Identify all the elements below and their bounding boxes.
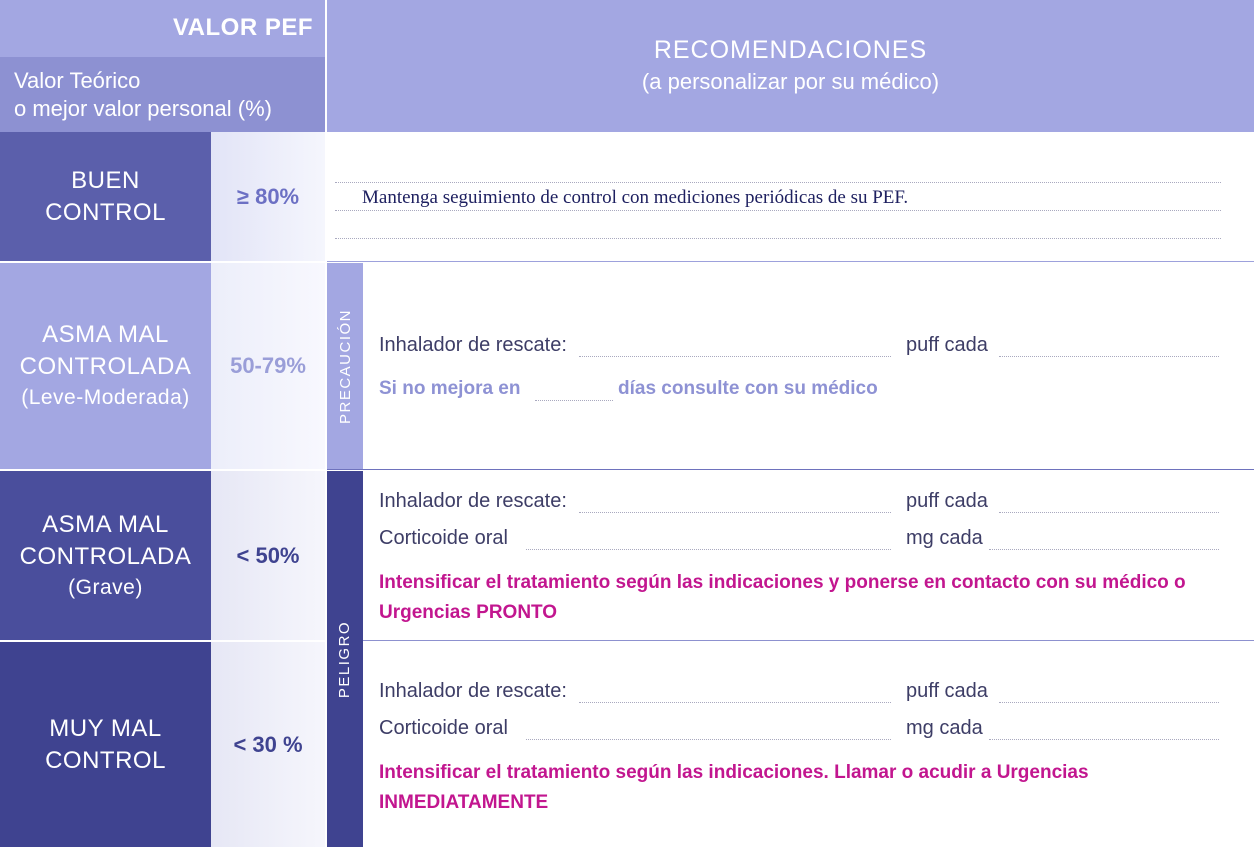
zone-grave-line2: CONTROLADA [19,542,192,570]
puff-field[interactable] [999,512,1219,513]
zone-muy-mal-line2: CONTROL [45,746,166,774]
zone-buen-control-line1: BUEN [71,166,140,194]
dotted-line [335,238,1221,239]
precaucion-note-part2: días consulte con su médico [618,378,878,399]
puff-field[interactable] [999,356,1219,357]
divider [327,469,1254,470]
zone-grave-percent: < 50% [211,471,325,640]
grave-warning-line2: Urgencias PRONTO [379,602,558,623]
header-recomendaciones [327,0,1254,132]
corticoide-field[interactable] [526,549,891,550]
side-label-peligro-text: PELIGRO [336,620,354,698]
mg-label: mg cada [906,717,983,739]
dotted-line [335,210,1221,211]
header-recomendaciones-subtitle: (a personalizar por su médico) [641,69,940,94]
grave-warning [379,568,1239,628]
puff-label: puff cada [906,680,988,702]
side-label-peligro [327,471,363,847]
divider [327,261,1254,262]
corticoide-field[interactable] [526,739,891,740]
muy-mal-warning-line1: Intensificar el tratamiento según las indicaciones. Llamar o acudir a Urgencias [379,762,1089,783]
header-valor-teorico-line2: o mejor valor personal (%) [14,96,272,121]
header-valor-teorico [0,57,325,132]
mg-label: mg cada [906,527,983,549]
zone-leve-moderada-line2: CONTROLADA [19,353,192,380]
header-valor-pef-title: VALOR PEF [172,14,313,41]
grave-warning-line1: Intensificar el tratamiento según las indicaciones y ponerse en contacto con su médico o [379,572,1186,593]
zone-buen-control-recommendation: Mantenga seguimiento de control con mediciones periódicas de su PEF. [362,187,909,208]
puff-label: puff cada [906,490,988,512]
zone-leve-moderada-panel [363,263,1254,469]
precaucion-note-part1: Si no mejora en [379,378,521,399]
puff-field[interactable] [999,702,1219,703]
zone-leve-moderada-label [0,263,211,469]
mg-field[interactable] [989,549,1219,550]
zone-leve-moderada-line3: (Leve-Moderada) [21,386,190,409]
corticoide-label: Corticoide oral [379,527,508,549]
dotted-line [335,182,1221,183]
zone-grave-panel [363,471,1254,640]
zone-muy-mal-panel [363,641,1254,847]
zone-buen-control-line2: CONTROL [45,198,166,226]
zone-buen-control-label [0,132,211,261]
dias-field[interactable] [535,400,613,401]
zone-muy-mal-line1: MUY MAL [49,714,162,742]
zone-buen-control-percent: ≥ 80% [211,132,325,261]
inhalador-field[interactable] [579,512,891,513]
corticoide-label: Corticoide oral [379,717,508,739]
mg-field[interactable] [989,739,1219,740]
inhalador-field[interactable] [579,702,891,703]
zone-leve-moderada-percent: 50-79% [211,263,325,469]
inhalador-label: Inhalador de rescate: [379,490,567,512]
zone-muy-mal-label [0,642,211,847]
side-label-precaucion-text: PRECAUCIÓN [336,308,354,424]
puff-label: puff cada [906,334,988,356]
zone-grave-line3: (Grave) [68,575,143,599]
zone-grave-label [0,471,211,640]
side-label-precaucion [327,263,363,469]
zone-leve-moderada-line1: ASMA MAL [42,321,169,348]
zone-grave-line1: ASMA MAL [42,510,169,538]
inhalador-label: Inhalador de rescate: [379,680,567,702]
muy-mal-warning-line2: INMEDIATAMENTE [379,792,549,813]
inhalador-label: Inhalador de rescate: [379,334,567,356]
header-valor-pef [0,0,325,57]
header-recomendaciones-title: RECOMENDACIONES [653,36,928,64]
inhalador-field[interactable] [579,356,891,357]
zone-muy-mal-percent: < 30 % [211,642,325,847]
zone-buen-control-panel [327,132,1254,261]
muy-mal-warning [379,758,1239,818]
header-valor-teorico-line1: Valor Teórico [14,68,141,93]
